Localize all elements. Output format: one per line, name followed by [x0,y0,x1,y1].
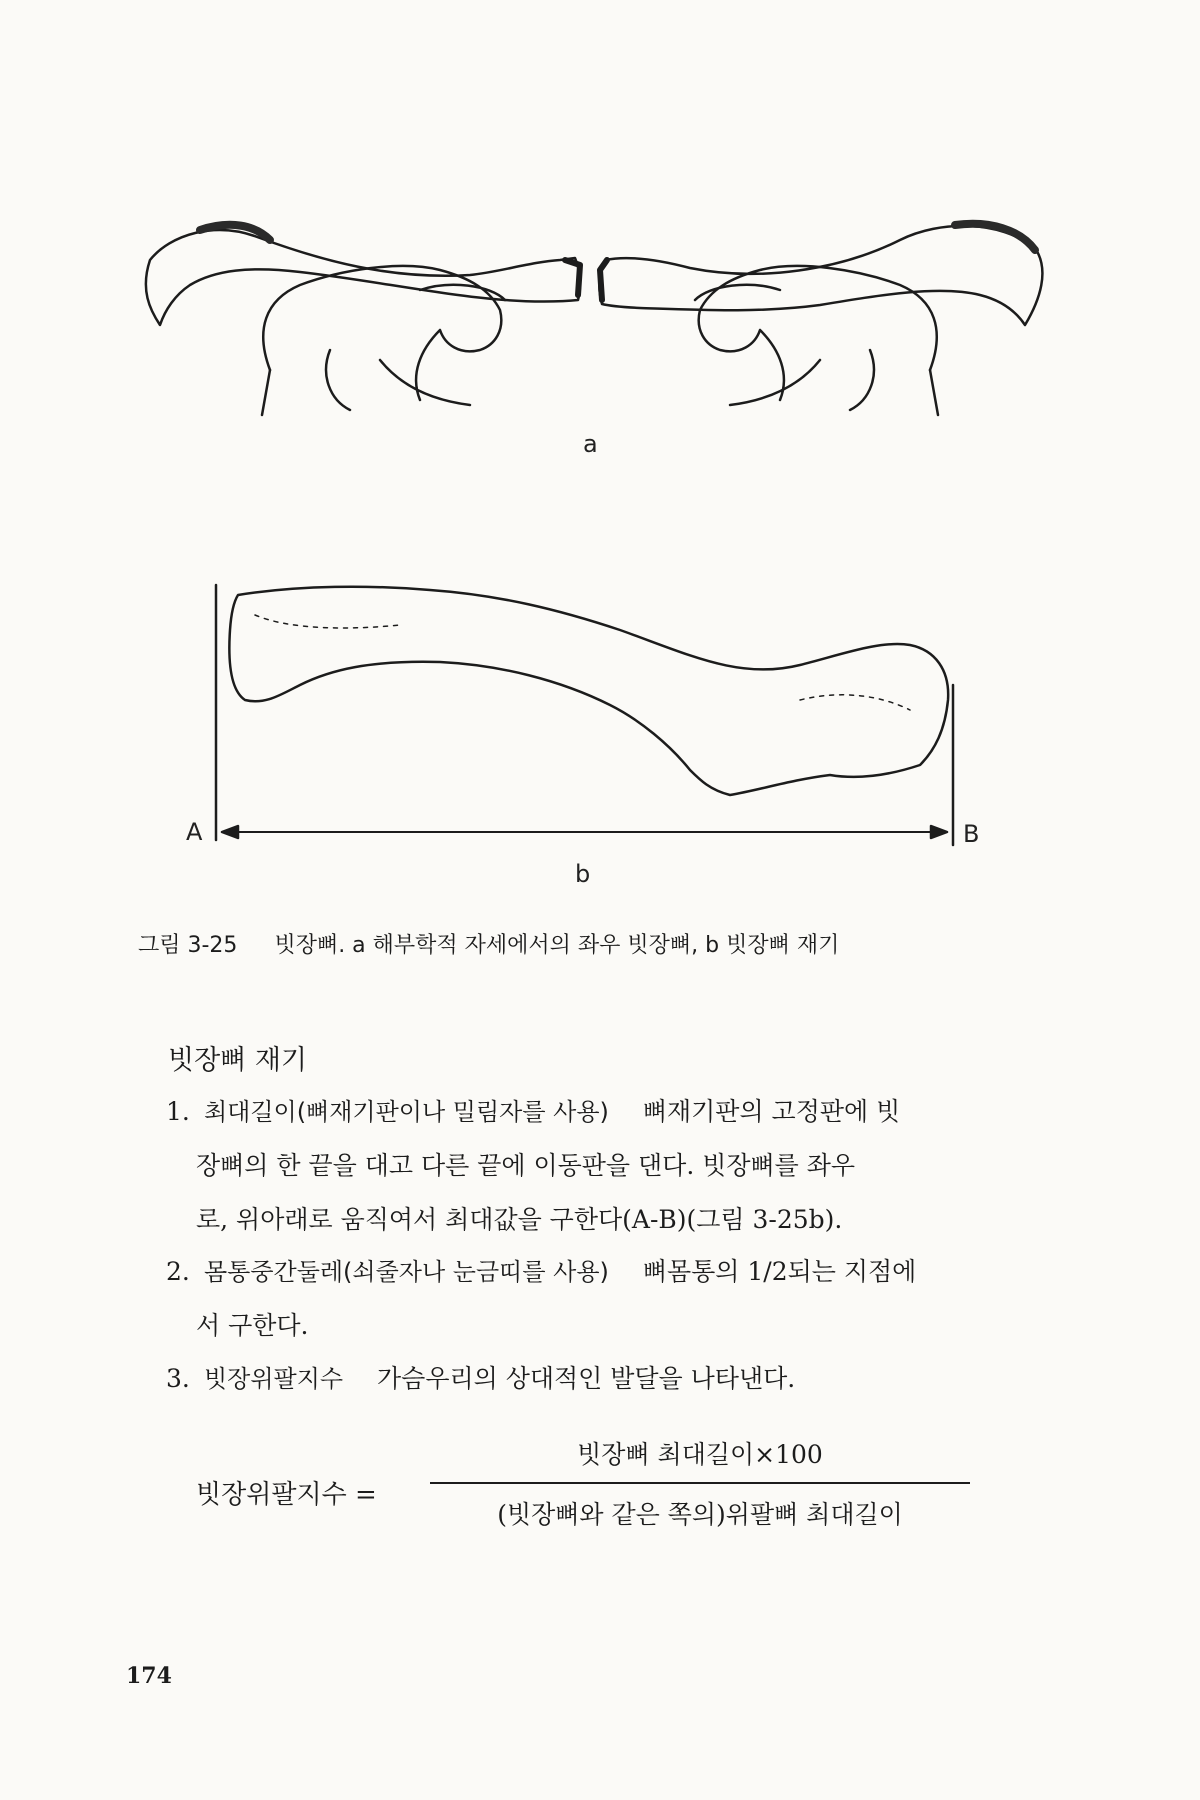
left-hand [263,266,501,410]
formula-denominator: (빗장뼈와 같은 쪽의)위팔뼈 최대길이 [497,1500,903,1529]
point-a-label: A [186,818,203,846]
right-clavicle [599,226,1042,325]
list-item-number: 1. [166,1097,190,1126]
list-item [166,1245,1046,1353]
list-item-text: 뼈재기판의 고정판에 빗 [642,1097,901,1126]
figure-label-a: a [583,430,598,458]
clavicle-outline [229,587,948,795]
page-number: 174 [126,1663,172,1689]
list-item-text: 가슴우리의 상대적인 발달을 나타낸다. [377,1364,796,1393]
right-hand [699,266,937,410]
list-item-text: 로, 위아래로 움직여서 최대값을 구한다(A-B)(그림 3-25b). [196,1205,843,1234]
list-item [166,1352,1046,1406]
clavicle-pair-illustration [0,200,1200,430]
list-item-number: 2. [166,1257,190,1286]
point-b-label: B [963,820,980,848]
list-item-text: 장뼈의 한 끝을 대고 다른 끝에 이동판을 댄다. 빗장뼈를 좌우 [196,1151,856,1180]
formula-numerator: 빗장뼈 최대길이×100 [577,1440,823,1469]
figure-label-b: b [575,860,591,888]
clavicle-measurement-diagram [0,570,1200,870]
figure-caption-text: 빗장뼈. a 해부학적 자세에서의 좌우 빗장뼈, b 빗장뼈 재기 [274,933,840,958]
list-item-term: 빗장위팔지수 [203,1365,344,1393]
section-title: 빗장뼈 재기 [168,1045,307,1076]
formula-lhs: 빗장위팔지수 = [196,1480,377,1510]
figure-caption [138,928,1068,959]
list-item-term: 몸통중간둘레(쇠줄자나 눈금띠를 사용) [203,1258,609,1286]
list-item-term: 최대길이(뼈재기판이나 밀림자를 사용) [203,1098,609,1126]
fraction-bar [430,1482,970,1484]
figure-number: 그림 3-25 [138,933,238,958]
left-clavicle [146,230,580,325]
list-item [166,1085,1046,1247]
list-item-number: 3. [166,1364,190,1393]
list-item-text: 서 구한다. [196,1311,309,1340]
list-item-text: 뼈몸통의 1/2되는 지점에 [642,1257,917,1286]
